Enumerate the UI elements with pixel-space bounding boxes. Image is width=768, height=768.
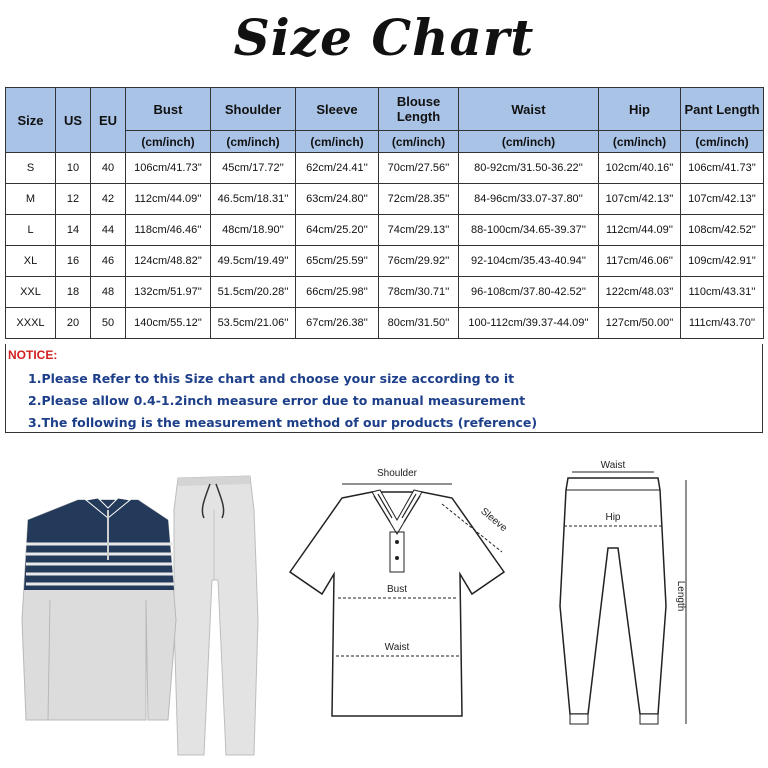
product-photo [18, 470, 268, 760]
table-cell: 102cm/40.16'' [599, 153, 681, 184]
header-cell: Hip [599, 88, 681, 131]
table-row [6, 277, 764, 308]
table-row [6, 184, 764, 215]
table-cell: 112cm/44.09'' [599, 215, 681, 246]
page-title: Size Chart [233, 8, 535, 67]
table-cell: 40 [91, 153, 126, 184]
size-cell: XXL [6, 277, 56, 308]
notice-line: 2.Please allow 0.4-1.2inch measure error due to manual measurement [28, 393, 526, 408]
header-cell: EU [91, 88, 126, 153]
table-cell: 42 [91, 184, 126, 215]
header-cell: Waist [459, 88, 599, 131]
table-cell: 108cm/42.52'' [681, 215, 764, 246]
table-cell: 78cm/30.71'' [379, 277, 459, 308]
size-cell: M [6, 184, 56, 215]
notice-line: 1.Please Refer to this Size chart and choose your size according to it [28, 371, 515, 386]
notice-box [5, 344, 763, 433]
waist-label: Waist [384, 642, 410, 653]
table-cell: 72cm/28.35'' [379, 184, 459, 215]
pants-measurement-diagram [548, 456, 708, 761]
bust-label: Bust [386, 584, 408, 595]
table-cell: 84-96cm/33.07-37.80'' [459, 184, 599, 215]
table-cell: 92-104cm/35.43-40.94'' [459, 246, 599, 277]
table-cell: 109cm/42.91'' [681, 246, 764, 277]
header-row [6, 88, 764, 131]
unit-cell: (cm/inch) [296, 131, 379, 153]
table-cell: 18 [56, 277, 91, 308]
header-cell: Shoulder [211, 88, 296, 131]
table-cell: 127cm/50.00'' [599, 308, 681, 339]
unit-cell: (cm/inch) [126, 131, 211, 153]
table-cell: 107cm/42.13'' [599, 184, 681, 215]
header-cell: Blouse Length [379, 88, 459, 131]
notice-title: NOTICE: [8, 348, 58, 362]
table-row [6, 153, 764, 184]
unit-cell: (cm/inch) [459, 131, 599, 153]
table-cell: 76cm/29.92'' [379, 246, 459, 277]
notice-line: 3.The following is the measurement method of our products (reference) [28, 415, 538, 430]
table-cell: 46 [91, 246, 126, 277]
length-label: Length [675, 580, 686, 612]
table-cell: 62cm/24.41'' [296, 153, 379, 184]
header-cell: US [56, 88, 91, 153]
size-cell: XXXL [6, 308, 56, 339]
table-cell: 106cm/41.73'' [126, 153, 211, 184]
unit-cell: (cm/inch) [599, 131, 681, 153]
table-cell: 140cm/55.12'' [126, 308, 211, 339]
unit-cell: (cm/inch) [681, 131, 764, 153]
table-cell: 106cm/41.73'' [681, 153, 764, 184]
table-cell: 110cm/43.31'' [681, 277, 764, 308]
table-cell: 10 [56, 153, 91, 184]
table-cell: 12 [56, 184, 91, 215]
header-cell: Size [6, 88, 56, 153]
table-cell: 122cm/48.03'' [599, 277, 681, 308]
size-cell: XL [6, 246, 56, 277]
table-cell: 100-112cm/39.37-44.09'' [459, 308, 599, 339]
table-cell: 48cm/18.90'' [211, 215, 296, 246]
table-cell: 74cm/29.13'' [379, 215, 459, 246]
table-cell: 44 [91, 215, 126, 246]
pants-photo [174, 476, 258, 755]
table-cell: 96-108cm/37.80-42.52'' [459, 277, 599, 308]
table-cell: 46.5cm/18.31'' [211, 184, 296, 215]
shirt-measurement-diagram [282, 462, 512, 762]
table-cell: 48 [91, 277, 126, 308]
table-cell: 50 [91, 308, 126, 339]
table-cell: 14 [56, 215, 91, 246]
table-cell: 51.5cm/20.28'' [211, 277, 296, 308]
table-cell: 20 [56, 308, 91, 339]
table-cell: 65cm/25.59'' [296, 246, 379, 277]
table-cell: 64cm/25.20'' [296, 215, 379, 246]
table-cell: 63cm/24.80'' [296, 184, 379, 215]
table-row [6, 246, 764, 277]
size-chart-table [5, 87, 764, 339]
unit-cell: (cm/inch) [379, 131, 459, 153]
table-cell: 111cm/43.70'' [681, 308, 764, 339]
shirt-photo [22, 498, 176, 720]
table-cell: 117cm/46.06'' [599, 246, 681, 277]
sleeve-label: Sleeve [478, 506, 509, 535]
table-cell: 124cm/48.82'' [126, 246, 211, 277]
table-row [6, 215, 764, 246]
hip-label: Hip [605, 512, 621, 523]
table-cell: 132cm/51.97'' [126, 277, 211, 308]
table-cell: 16 [56, 246, 91, 277]
header-cell: Sleeve [296, 88, 379, 131]
table-cell: 107cm/42.13'' [681, 184, 764, 215]
size-cell: L [6, 215, 56, 246]
size-cell: S [6, 153, 56, 184]
header-cell: Pant Length [681, 88, 764, 131]
table-cell: 118cm/46.46'' [126, 215, 211, 246]
table-cell: 70cm/27.56'' [379, 153, 459, 184]
table-cell: 53.5cm/21.06'' [211, 308, 296, 339]
table-cell: 67cm/26.38'' [296, 308, 379, 339]
table-cell: 49.5cm/19.49'' [211, 246, 296, 277]
shoulder-label: Shoulder [376, 468, 418, 479]
size-chart-body [6, 88, 764, 339]
table-cell: 66cm/25.98'' [296, 277, 379, 308]
table-row [6, 308, 764, 339]
pants-waist-label: Waist [600, 460, 626, 471]
unit-cell: (cm/inch) [211, 131, 296, 153]
table-cell: 45cm/17.72'' [211, 153, 296, 184]
table-cell: 80cm/31.50'' [379, 308, 459, 339]
table-cell: 112cm/44.09'' [126, 184, 211, 215]
table-cell: 88-100cm/34.65-39.37'' [459, 215, 599, 246]
header-cell: Bust [126, 88, 211, 131]
table-cell: 80-92cm/31.50-36.22'' [459, 153, 599, 184]
